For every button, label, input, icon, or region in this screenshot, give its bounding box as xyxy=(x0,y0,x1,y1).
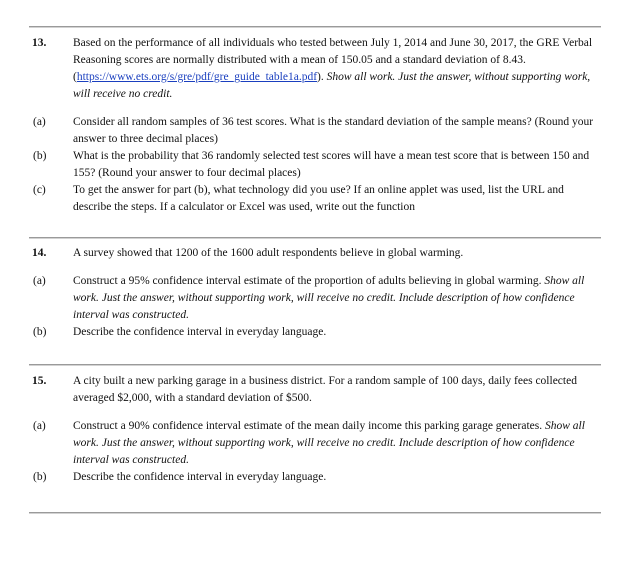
question-15-part-a xyxy=(0,418,643,469)
bottom-divider xyxy=(29,512,601,514)
top-divider xyxy=(29,26,601,28)
question-13-text-part1: Based on the performance of all individuals who tested between July 1, 2014 and June 30, 2017, the GRE Verbal Reasoning scores are normally distributed with a mean of 150.05 and a standard deviation of 8.43. ( xyxy=(73,37,593,83)
question-14-part-a-body: Construct a 95% confidence interval estimate of the proportion of adults believing in global warming. xyxy=(73,275,545,287)
question-14-part-b xyxy=(0,324,643,341)
question-15-part-b-label: (b) xyxy=(33,471,47,483)
question-14-part-b-label: (b) xyxy=(33,326,47,338)
question-15-part-a-instruction: Show all work. Just the answer, without supporting work, will receive no credit. Include description of how confidence interval was constructed. xyxy=(73,420,585,466)
question-13-part-c xyxy=(0,182,643,216)
question-14-part-a-text xyxy=(73,273,603,324)
ets-guide-link[interactable]: https://www.ets.org/s/gre/pdf/gre_guide_table1a.pdf xyxy=(76,71,318,83)
question-15-part-a-label: (a) xyxy=(33,420,46,432)
question-14-part-b-text: Describe the confidence interval in everyday language. xyxy=(73,326,327,338)
question-14-text: A survey showed that 1200 of the 1600 adult respondents believe in global warming. xyxy=(73,247,464,259)
question-13-part-a xyxy=(0,114,643,148)
question-14-part-a-instruction: Show all work. Just the answer, without supporting work, will receive no credit. Include description of how confidence interval was constructed. xyxy=(73,275,585,321)
question-13 xyxy=(0,35,643,216)
divider-14 xyxy=(29,237,601,239)
question-13-part-c-label: (c) xyxy=(33,184,46,196)
question-15-part-a-text xyxy=(73,418,603,469)
question-13-part-a-text: Consider all random samples of 36 test scores. What is the standard deviation of the sample means? (Round your answer to three decimal places) xyxy=(73,116,594,145)
question-14-number: 14. xyxy=(32,247,47,259)
question-15-stem xyxy=(0,373,643,407)
question-13-instruction: Show all work. Just the answer, without supporting work, will receive no credit. xyxy=(73,71,591,100)
question-14-part-a-label: (a) xyxy=(33,275,46,287)
question-13-stem xyxy=(0,35,643,103)
divider-15 xyxy=(29,364,601,366)
question-13-part-b-label: (b) xyxy=(33,150,47,162)
question-13-part-b xyxy=(0,148,643,182)
question-13-number: 13. xyxy=(32,37,47,49)
question-13-part-c-text: To get the answer for part (b), what technology did you use? If an online applet was used, list the URL and describe the steps. If a calculator or Excel was used, write out the function xyxy=(73,184,564,213)
question-14 xyxy=(0,245,643,341)
question-14-stem xyxy=(0,245,643,262)
question-13-text-part2: ). xyxy=(317,71,327,83)
question-13-part-a-label: (a) xyxy=(33,116,46,128)
question-14-part-a xyxy=(0,273,643,324)
question-15-part-a-body: Construct a 90% confidence interval estimate of the mean daily income this parking garage generates. xyxy=(73,420,545,432)
question-15-number: 15. xyxy=(32,375,47,387)
question-13-text xyxy=(73,35,603,103)
question-13-part-b-text: What is the probability that 36 randomly selected test scores will have a mean test score that is between 150 and 155? (Round your answer to four decimal places) xyxy=(73,150,590,179)
question-15-part-b xyxy=(0,469,643,486)
question-15-text: A city built a new parking garage in a business district. For a random sample of 100 days, daily fees collected averaged $2,000, with a standard deviation of $500. xyxy=(73,375,577,404)
question-15 xyxy=(0,373,643,486)
question-15-part-b-text: Describe the confidence interval in everyday language. xyxy=(73,471,327,483)
